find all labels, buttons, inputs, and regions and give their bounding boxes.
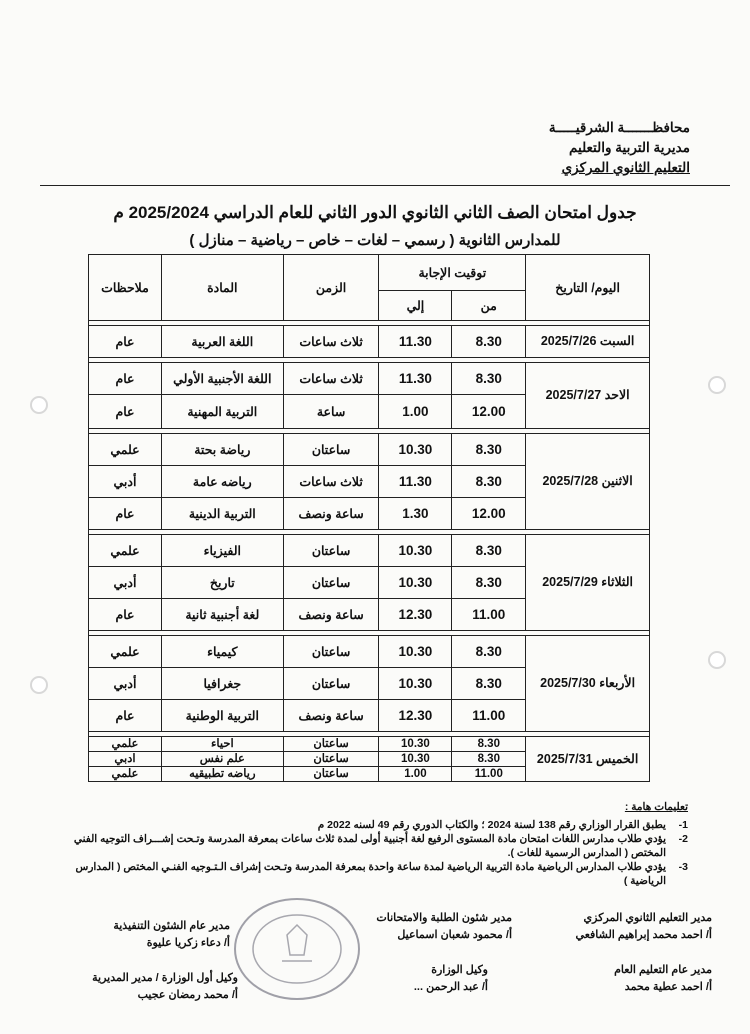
- from-time-cell: 8.30: [452, 326, 526, 358]
- note-cell: علمي: [89, 767, 162, 782]
- day-date-cell: الثلاثاء 2025/7/29: [526, 535, 650, 631]
- subject-cell: رياضة بحتة: [161, 434, 283, 466]
- exam-schedule-table: [88, 254, 650, 782]
- header-divider: [40, 185, 730, 186]
- table-row: [89, 636, 650, 668]
- document-title: جدول امتحان الصف الثاني الثانوي الدور الثاني للعام الدراسي 2025/2024 م: [113, 203, 637, 222]
- signature-title: مدير عام التعليم العام: [614, 964, 712, 976]
- note-cell: علمي: [89, 636, 162, 668]
- from-time-cell: 8.30: [452, 434, 526, 466]
- signature-central-director: [576, 910, 712, 944]
- table-row: [89, 434, 650, 466]
- day-date-cell: الاثنين 2025/7/28: [526, 434, 650, 530]
- signature-exec-affairs: [113, 918, 230, 952]
- official-seal-stamp: [232, 895, 362, 1003]
- duration-cell: ساعة: [283, 395, 379, 429]
- note-cell: عام: [89, 326, 162, 358]
- department-label: التعليم الثانوي المركزي: [561, 160, 690, 175]
- subject-cell: اللغة الأجنبية الأولي: [161, 363, 283, 395]
- note-cell: علمي: [89, 434, 162, 466]
- from-time-cell: 11.00: [452, 700, 526, 732]
- punch-hole: [708, 651, 726, 669]
- note-text: يؤدي طلاب المدارس الرياضية مادة التربية الرياضية لمدة ساعة واحدة بمعرفة المدرسة وتـحت إشراف الـتـوجيه الفنـي المختص ( المدارس الرياضية ): [75, 861, 666, 887]
- to-time-cell: 10.30: [379, 434, 452, 466]
- signature-student-affairs: [376, 910, 512, 944]
- note-item: [68, 860, 688, 888]
- punch-hole: [30, 396, 48, 414]
- subject-cell: لغة أجنبية ثانية: [161, 599, 283, 631]
- day-date-cell: السبت 2025/7/26: [526, 326, 650, 358]
- note-cell: علمي: [89, 737, 162, 752]
- signature-title: وكيل الوزارة: [431, 964, 488, 976]
- note-cell: أدبي: [89, 466, 162, 498]
- punch-hole: [30, 676, 48, 694]
- table-row: [89, 535, 650, 567]
- note-cell: أدبي: [89, 668, 162, 700]
- day-date-cell: الاحد 2025/7/27: [526, 363, 650, 429]
- directorate-label: مديرية التربية والتعليم: [569, 140, 690, 155]
- subject-cell: رياضه تطبيقيه: [161, 767, 283, 782]
- from-time-cell: 8.30: [452, 752, 526, 767]
- header-notes: ملاحظات: [89, 255, 162, 321]
- to-time-cell: 11.30: [379, 466, 452, 498]
- day-date-cell: الأربعاء 2025/7/30: [526, 636, 650, 732]
- header-subject: المادة: [161, 255, 283, 321]
- to-time-cell: 11.30: [379, 326, 452, 358]
- note-cell: ادبي: [89, 752, 162, 767]
- signature-name: أ/ محمود شعبان اسماعيل: [397, 929, 512, 941]
- subject-cell: رياضه عامة: [161, 466, 283, 498]
- subject-cell: اللغة العربية: [161, 326, 283, 358]
- from-time-cell: 12.00: [452, 395, 526, 429]
- from-time-cell: 11.00: [452, 767, 526, 782]
- note-cell: عام: [89, 599, 162, 631]
- signature-deputy: [414, 962, 488, 996]
- subject-cell: تاريخ: [161, 567, 283, 599]
- to-time-cell: 1.00: [379, 395, 452, 429]
- from-time-cell: 8.30: [452, 668, 526, 700]
- signature-first-deputy: [92, 970, 238, 1004]
- note-cell: عام: [89, 395, 162, 429]
- duration-cell: ساعتان: [283, 567, 379, 599]
- from-time-cell: 8.30: [452, 363, 526, 395]
- signature-name: أ/ احمد عطية محمد: [624, 981, 712, 993]
- duration-cell: ساعتان: [283, 737, 379, 752]
- note-number: 1-: [678, 819, 688, 831]
- to-time-cell: 10.30: [379, 668, 452, 700]
- header-from: من: [452, 291, 526, 321]
- duration-cell: ثلاث ساعات: [283, 466, 379, 498]
- note-text: يؤدي طلاب مدارس اللغات امتحان مادة المستوى الرفيع لغة أجنبية أولى لمدة ثلاث ساعات بمعرفة المدرسة وتـحت إشـــراف التوجيه الفني المختص ( المدارس الرسمية للغات ).: [73, 833, 666, 859]
- subject-cell: كيمياء: [161, 636, 283, 668]
- header-answer-time: توقيت الإجابة: [379, 255, 526, 291]
- note-cell: عام: [89, 498, 162, 530]
- signature-name: أ/ محمد رمضان عجيب: [137, 989, 238, 1001]
- signature-name: أ/ عبد الرحمن ...: [413, 981, 488, 993]
- note-cell: علمي: [89, 535, 162, 567]
- to-time-cell: 1.30: [379, 498, 452, 530]
- subject-cell: جغرافيا: [161, 668, 283, 700]
- signature-title: وكيل أول الوزارة / مدير المديرية: [92, 972, 238, 984]
- subject-cell: التربية الوطنية: [161, 700, 283, 732]
- subject-cell: التربية المهنية: [161, 395, 283, 429]
- duration-cell: ساعة ونصف: [283, 498, 379, 530]
- signature-title: مدير التعليم الثانوي المركزي: [583, 912, 712, 924]
- subject-cell: الفيزياء: [161, 535, 283, 567]
- duration-cell: ساعة ونصف: [283, 700, 379, 732]
- duration-cell: ساعتان: [283, 668, 379, 700]
- signature-name: أ/ دعاء زكريا عليوة: [146, 937, 230, 949]
- note-number: 2-: [678, 833, 688, 845]
- signature-title: مدير عام الشئون التنفيذية: [113, 920, 230, 932]
- document-subtitle: للمدارس الثانوية ( رسمي – لغات – خاص – رياضية – منازل ): [189, 232, 561, 249]
- note-text: يطبق القرار الوزاري رقم 138 لسنة 2024 ؛ والكتاب الدوري رقم 49 لسنه 2022 م: [317, 819, 666, 831]
- header-duration: الزمن: [283, 255, 379, 321]
- duration-cell: ثلاث ساعات: [283, 363, 379, 395]
- duration-cell: ثلاث ساعات: [283, 326, 379, 358]
- duration-cell: ساعتان: [283, 535, 379, 567]
- duration-cell: ساعتان: [283, 636, 379, 668]
- to-time-cell: 12.30: [379, 700, 452, 732]
- to-time-cell: 10.30: [379, 567, 452, 599]
- note-cell: عام: [89, 363, 162, 395]
- subject-cell: احياء: [161, 737, 283, 752]
- from-time-cell: 11.00: [452, 599, 526, 631]
- punch-hole: [708, 376, 726, 394]
- note-item: [68, 832, 688, 860]
- table-row: [89, 326, 650, 358]
- signature-title: مدير شئون الطلبة والامتحانات: [376, 912, 512, 924]
- note-cell: عام: [89, 700, 162, 732]
- duration-cell: ساعتان: [283, 434, 379, 466]
- header-to: إلي: [379, 291, 452, 321]
- to-time-cell: 10.30: [379, 636, 452, 668]
- note-cell: أدبي: [89, 567, 162, 599]
- signature-general-director: [614, 962, 712, 996]
- governorate-label: محافظـــــــة الشرقيـــــة: [548, 120, 690, 135]
- duration-cell: ساعتان: [283, 752, 379, 767]
- from-time-cell: 8.30: [452, 567, 526, 599]
- important-notes: [68, 800, 688, 888]
- duration-cell: ساعة ونصف: [283, 599, 379, 631]
- header-day-date: اليوم/ التاريخ: [526, 255, 650, 321]
- letterhead: [549, 118, 690, 178]
- from-time-cell: 12.00: [452, 498, 526, 530]
- to-time-cell: 10.30: [379, 737, 452, 752]
- subject-cell: علم نفس: [161, 752, 283, 767]
- duration-cell: ساعتان: [283, 767, 379, 782]
- to-time-cell: 11.30: [379, 363, 452, 395]
- to-time-cell: 1.00: [379, 767, 452, 782]
- signature-name: أ/ احمد محمد إبراهيم الشافعي: [575, 929, 712, 941]
- from-time-cell: 8.30: [452, 636, 526, 668]
- day-date-cell: الخميس 2025/7/31: [526, 737, 650, 782]
- note-number: 3-: [678, 861, 688, 873]
- from-time-cell: 8.30: [452, 466, 526, 498]
- note-item: [68, 818, 688, 832]
- to-time-cell: 10.30: [379, 535, 452, 567]
- notes-title: تعليمات هامة :: [624, 801, 688, 813]
- subject-cell: التربية الدينية: [161, 498, 283, 530]
- table-row: [89, 737, 650, 752]
- to-time-cell: 10.30: [379, 752, 452, 767]
- from-time-cell: 8.30: [452, 737, 526, 752]
- table-row: [89, 363, 650, 395]
- to-time-cell: 12.30: [379, 599, 452, 631]
- from-time-cell: 8.30: [452, 535, 526, 567]
